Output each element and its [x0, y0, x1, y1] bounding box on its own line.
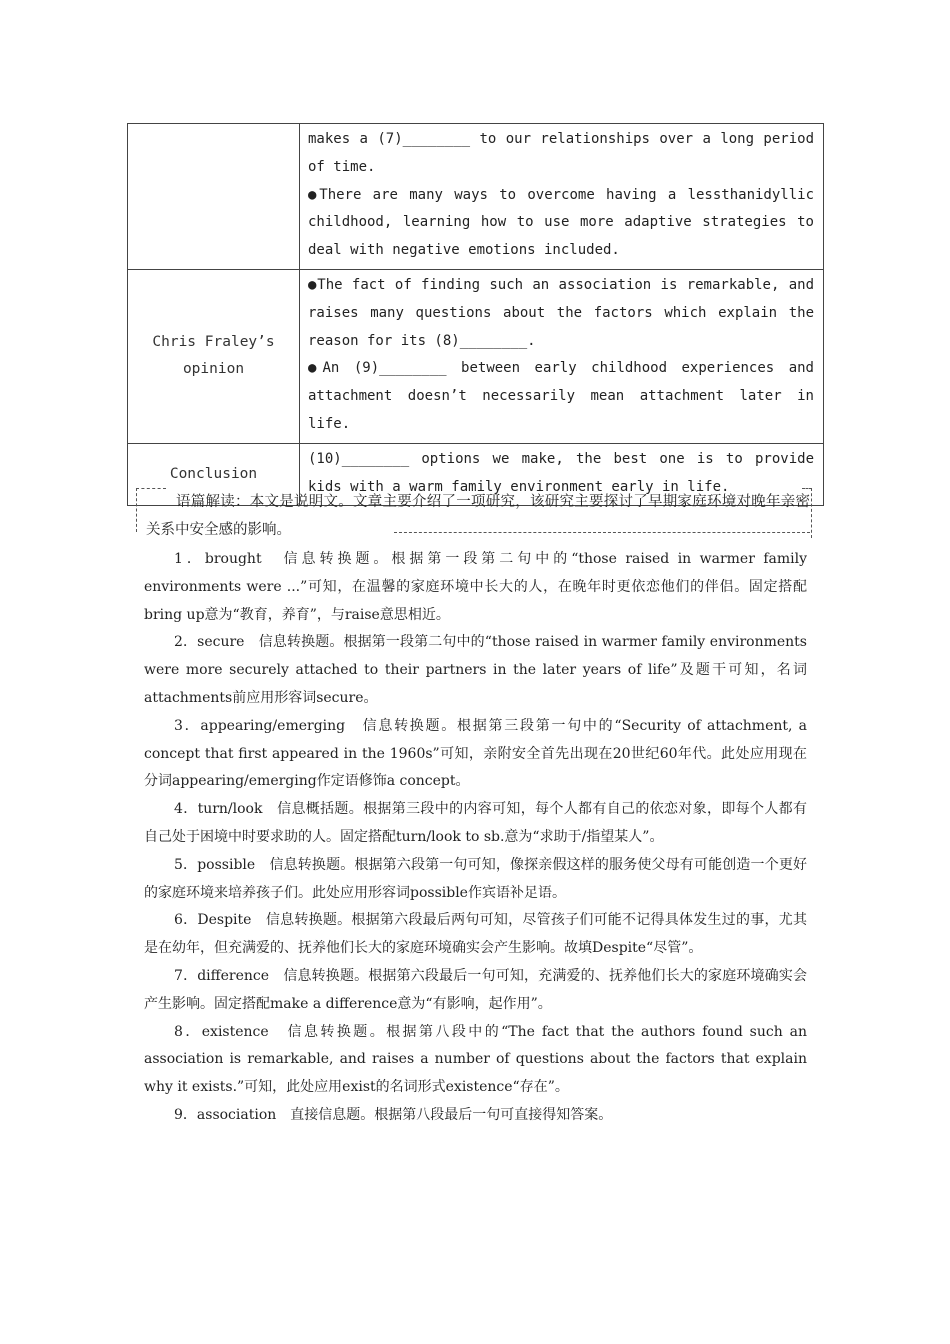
table-text: ●There are many ways to overcome having a lessthanidyllic childhood, learning how to use more adaptive strategies to deal with negative emotions included.: [308, 186, 814, 259]
frame-line: [136, 488, 137, 532]
reading-note: 语篇解读：本文是说明文。文章主要介绍了一项研究，该研究主要探讨了早期家庭环境对晚年亲密关系中安全感的影响。: [146, 494, 810, 538]
row-label-empty: [128, 124, 300, 270]
row-label-conclusion: Conclusion: [128, 443, 300, 506]
answer-item: 2．secure 信息转换题。根据第一段第二句中的“those raised in warmer family environments were more securely attached to their partners in the later years of life”及题干可知，名词attachments前应用形容词secure。: [144, 634, 807, 706]
row-label-opinion: [128, 269, 300, 443]
outline-table: [127, 123, 824, 506]
table-text: makes a (7)________ to our relationships over a long period of time.: [308, 131, 814, 175]
answer-item: 3．appearing/emerging 信息转换题。根据第三段第一句中的“Security of attachment, a concept that first appeared in the 1960s”可知，亲附安全首先出现在20世纪60年代。此处应用现在分词appearing/emerging作定语修饰a concept。: [144, 717, 807, 790]
answer-item: 9．association 直接信息题。根据第八段最后一句可直接得知答案。: [174, 1106, 613, 1123]
row-content: [300, 124, 824, 270]
label-line: Chris Fraley’s: [152, 334, 275, 351]
label-line: opinion: [182, 361, 245, 378]
answer-item: 7．difference 信息转换题。根据第六段最后一句可知，充满爱的、抚养他们长大的家庭环境确实会产生影响。固定搭配make a difference意为“有影响，起作用”。: [144, 967, 807, 1012]
table-text: ●An (9)________ between early childhood experiences and attachment doesn’t necessarily mean attachment later in life.: [308, 360, 814, 432]
table-text: ●The fact of finding such an association is remarkable, and raises many questions about the factors which explain the reason for its (8)________.: [308, 276, 814, 349]
table-row: [128, 124, 824, 270]
row-content: [300, 269, 824, 443]
table-text: (10)________ options we make, the best one is to provide kids with a warm family environment early in life.: [308, 450, 814, 495]
table-row: [128, 269, 824, 443]
answer-list: [144, 546, 807, 1130]
answer-item: 5．possible 信息转换题。根据第六段第一句可知，像探亲假这样的服务使父母有可能创造一个更好的家庭环境来培养孩子们。此处应用形容词possible作宾语补足语。: [144, 856, 807, 901]
answer-item: 4．turn/look 信息概括题。根据第三段中的内容可知，每个人都有自己的依恋对象，即每个人都有自己处于困境中时要求助的人。固定搭配turn/look to sb.意为“求助于/指望某人”。: [144, 801, 807, 845]
answer-item: 6．Despite 信息转换题。根据第六段最后两句可知，尽管孩子们可能不记得具体发生过的事，尤其是在幼年，但充满爱的、抚养他们长大的家庭环境确实会产生影响。故填Despite“尽管”。: [144, 912, 807, 957]
frame-line: [811, 488, 812, 538]
answer-item: 8．existence 信息转换题。根据第八段中的“The fact that the authors found such an association is remarkable, and raises a number of questions about the factors that explain why it exists.”可知，此处应用exist的名词形式existence“存在”。: [144, 1023, 807, 1096]
answer-item: 1．brought 信息转换题。根据第一段第二句中的“those raised in warmer family environments were ...”可知，在温馨的家庭环境中长大的人，在晚年时更依恋他们的伴侣。固定搭配bring up意为“教育，养育”，与raise意思相近。: [144, 551, 807, 623]
